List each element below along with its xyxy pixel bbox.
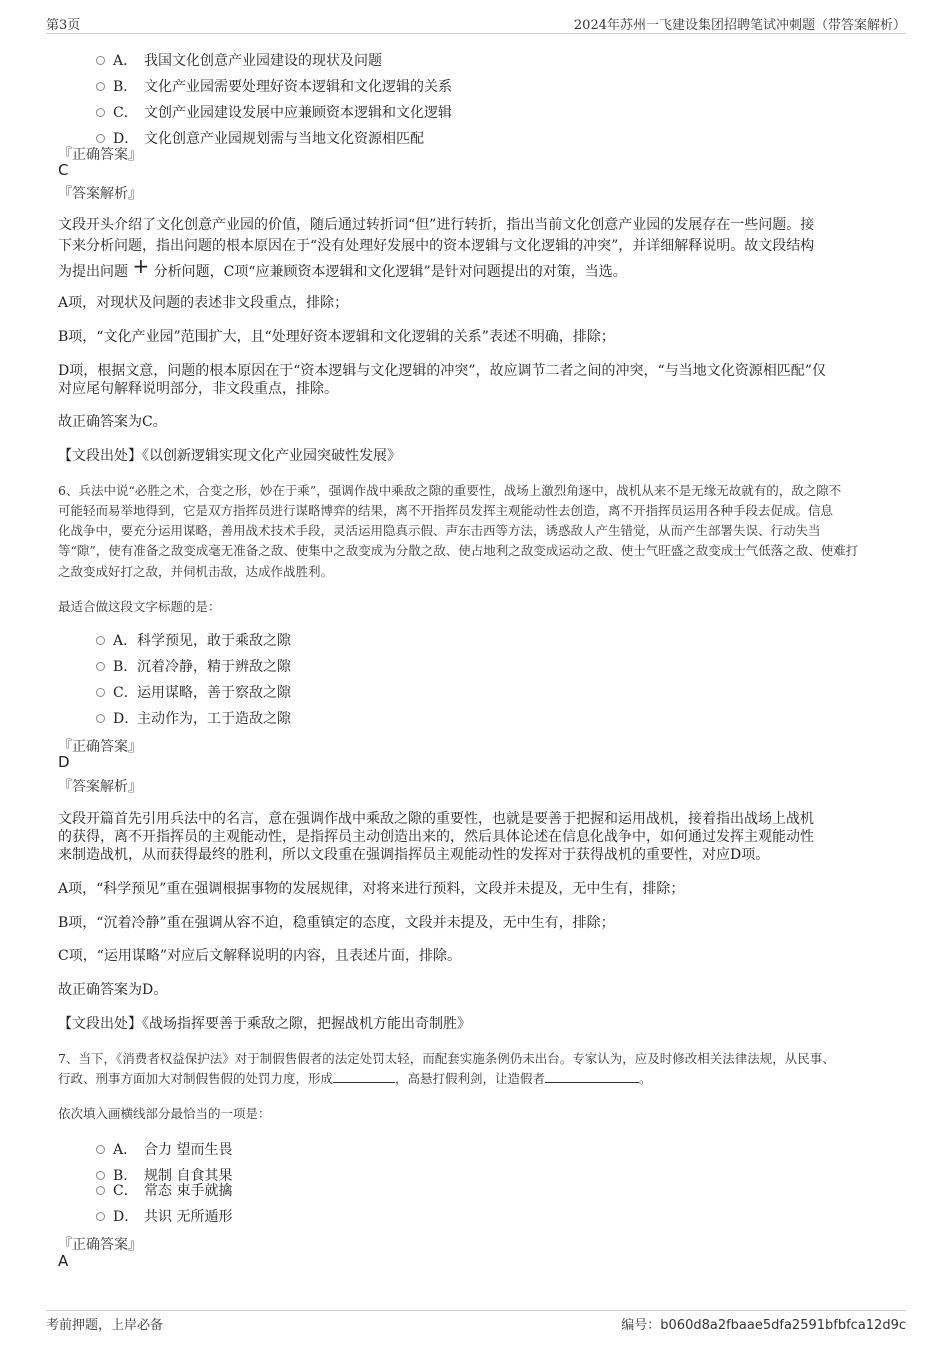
q6-option-c[interactable]: C．运用谋略，善于察敌之隙 (96, 682, 291, 702)
q6-text-line2: 可能轻而易举地得到，它是双方指挥员进行谋略博弈的结果，离不开指挥员发挥主观能动性去创造，离不开指挥员运用各种手段去促成。信息 (58, 503, 834, 518)
q6-analysis-c: C项，“运用谋略”对应后文解释说明的内容，且表述片面，排除。 (58, 948, 462, 964)
radio-icon[interactable] (96, 108, 105, 117)
q5-option-d[interactable]: D． 文化创意产业园规划需与当地文化资源相匹配 (96, 128, 424, 148)
q6-analysis-b: B项，“沉着冷静”重在强调从容不迫，稳重镇定的态度，文段并未提及，无中生有，排除； (58, 915, 615, 931)
q6-text-line1: 6、兵法中说“必胜之术，合变之形，妙在于乘”，强调作战中乘敌之隙的重要性，战场上激烈角逐中，战机从来不是无缘无故就有的，敌之隙不 (58, 483, 842, 498)
q6-conclusion: 故正确答案为D。 (58, 982, 168, 998)
header-divider (46, 33, 906, 34)
q7-text-line1: 7、当下，《消费者权益保护法》对于制假售假者的法定处罚太轻，而配套实施条例仍未出台。专家认为，应及时修改相关法律法规，从民事、 (58, 1051, 835, 1066)
q5-analysis-a: A项，对现状及问题的表述非文段重点，排除； (58, 295, 349, 311)
q7-option-c[interactable]: C． 常态 束手就擒 (96, 1180, 232, 1200)
q5-conclusion: 故正确答案为C。 (58, 414, 167, 430)
q6-answer-label: 『正确答案』 (58, 739, 142, 755)
plus-sign: + (132, 254, 150, 278)
q5-option-a[interactable]: A． 我国文化创意产业园建设的现状及问题 (96, 50, 382, 70)
q7-answer-label: 『正确答案』 (58, 1237, 142, 1253)
document-title: 2024年苏州一飞建设集团招聘笔试冲刺题（带答案解析） (573, 18, 906, 33)
q6-analysis-line2: 的获得，离不开指挥员的主观能动性，是指挥员主动创造出来的，然后具体论述在信息化战争中，如何通过发挥主观能动性 (58, 829, 814, 845)
q7-answer: A (58, 1252, 69, 1270)
q6-text-line3: 化战争中，要充分运用谋略，善用战术技术手段，灵活运用隐真示假、声东击西等方法，诱惑敌人产生错觉，从而产生部署失误、行动失当 (58, 523, 821, 538)
q6-option-d[interactable]: D．主动作为，工于造敌之隙 (96, 708, 291, 728)
q6-text-line5: 之敌变成好打之敌，并伺机击敌，达成作战胜利。 (58, 564, 334, 579)
page-number: 第3页 (46, 18, 81, 33)
q6-prompt: 最适合做这段文字标题的是： (58, 599, 221, 614)
radio-icon[interactable] (96, 714, 105, 723)
q6-text-line4: 等“隙”，使有准备之敌变成毫无准备之敌、使集中之敌变成为分散之敌、使占地利之敌变成运动之敌、使士气旺盛之敌变成士气低落之敌、使难打 (58, 543, 859, 558)
q5-analysis-label: 『答案解析』 (58, 186, 142, 202)
q6-analysis-label: 『答案解析』 (58, 779, 142, 795)
q5-option-c[interactable]: C． 文创产业园建设发展中应兼顾资本逻辑和文化逻辑 (96, 102, 452, 122)
radio-icon[interactable] (96, 1171, 105, 1180)
radio-icon[interactable] (96, 56, 105, 65)
q7-prompt: 依次填入画横线部分最恰当的一项是： (58, 1106, 271, 1121)
q6-option-b[interactable]: B．沉着冷静，精于辨敌之隙 (96, 656, 291, 676)
q5-analysis-d-line2: 对应尾句解释说明部分，非文段重点，排除。 (58, 381, 338, 397)
q6-analysis-line3: 来制造战机，从而获得最终的胜利，所以文段重在强调指挥员主观能动性的发挥对于获得战机的重要性，对应D项。 (58, 847, 770, 863)
radio-icon[interactable] (96, 1145, 105, 1154)
radio-icon[interactable] (96, 662, 105, 671)
radio-icon[interactable] (96, 82, 105, 91)
q7-option-a[interactable]: A． 合力 望而生畏 (96, 1139, 232, 1159)
q5-option-b[interactable]: B． 文化产业园需要处理好资本逻辑和文化逻辑的关系 (96, 76, 452, 96)
q5-analysis-b: B项，“文化产业园”范围扩大，且“处理好资本逻辑和文化逻辑的关系”表述不明确，排除； (58, 329, 615, 345)
q6-analysis-line1: 文段开篇首先引用兵法中的名言，意在强调作战中乘敌之隙的重要性，也就是要善于把握和运用战机，接着指出战场上战机 (58, 811, 814, 827)
q6-answer: D (58, 753, 70, 771)
fill-blank-1[interactable] (333, 1070, 395, 1083)
q5-analysis-line3: 为提出问题 + 分析问题，C项“应兼顾资本逻辑和文化逻辑”是针对问题提出的对策，当选。 (58, 254, 627, 280)
q6-analysis-a: A项，“科学预见”重在强调根据事物的发展规律，对将来进行预料，文段并未提及，无中生有，排除； (58, 881, 685, 897)
radio-icon[interactable] (96, 1212, 105, 1221)
q5-answer: C (58, 161, 69, 179)
fill-blank-2[interactable] (545, 1070, 639, 1083)
radio-icon[interactable] (96, 1186, 105, 1195)
radio-icon[interactable] (96, 688, 105, 697)
q5-analysis-line1: 文段开头介绍了文化创意产业园的价值，随后通过转折词“但”进行转折，指出当前文化创意产业园的发展存在一些问题。接 (58, 217, 815, 233)
footer-slogan: 考前押题，上岸必备 (46, 1318, 164, 1333)
q7-option-d[interactable]: D． 共识 无所遁形 (96, 1206, 232, 1226)
q5-analysis-d-line1: D项，根据文意，问题的根本原因在于“资本逻辑与文化逻辑的冲突”，故应调节二者之间的冲突，“与当地文化资源相匹配”仅 (58, 363, 826, 379)
q5-analysis-line2: 下来分析问题，指出问题的根本原因在于“没有处理好发展中的资本逻辑与文化逻辑的冲突”，并详细解释说明。故文段结构 (58, 238, 815, 254)
q5-answer-label: 『正确答案』 (58, 147, 142, 163)
radio-icon[interactable] (96, 134, 105, 143)
radio-icon[interactable] (96, 636, 105, 645)
q5-source: 【文段出处】《以创新逻辑实现文化产业园突破性发展》 (58, 448, 401, 464)
footer-divider (46, 1310, 906, 1311)
q7-text-line2: 行政、刑事方面加大对制假售假的处罚力度，形成 ，高悬打假利剑，让造假者 。 (58, 1071, 652, 1086)
q7-option-b[interactable]: B． 规制 自食其果 (96, 1165, 232, 1185)
q6-option-a[interactable]: A．科学预见，敢于乘敌之隙 (96, 630, 291, 650)
q6-source: 【文段出处】《战场指挥要善于乘敌之隙，把握战机方能出奇制胜》 (58, 1016, 471, 1032)
footer-code: 编号：b060d8a2fbaae5dfa2591bfbfca12d9c (621, 1318, 906, 1333)
